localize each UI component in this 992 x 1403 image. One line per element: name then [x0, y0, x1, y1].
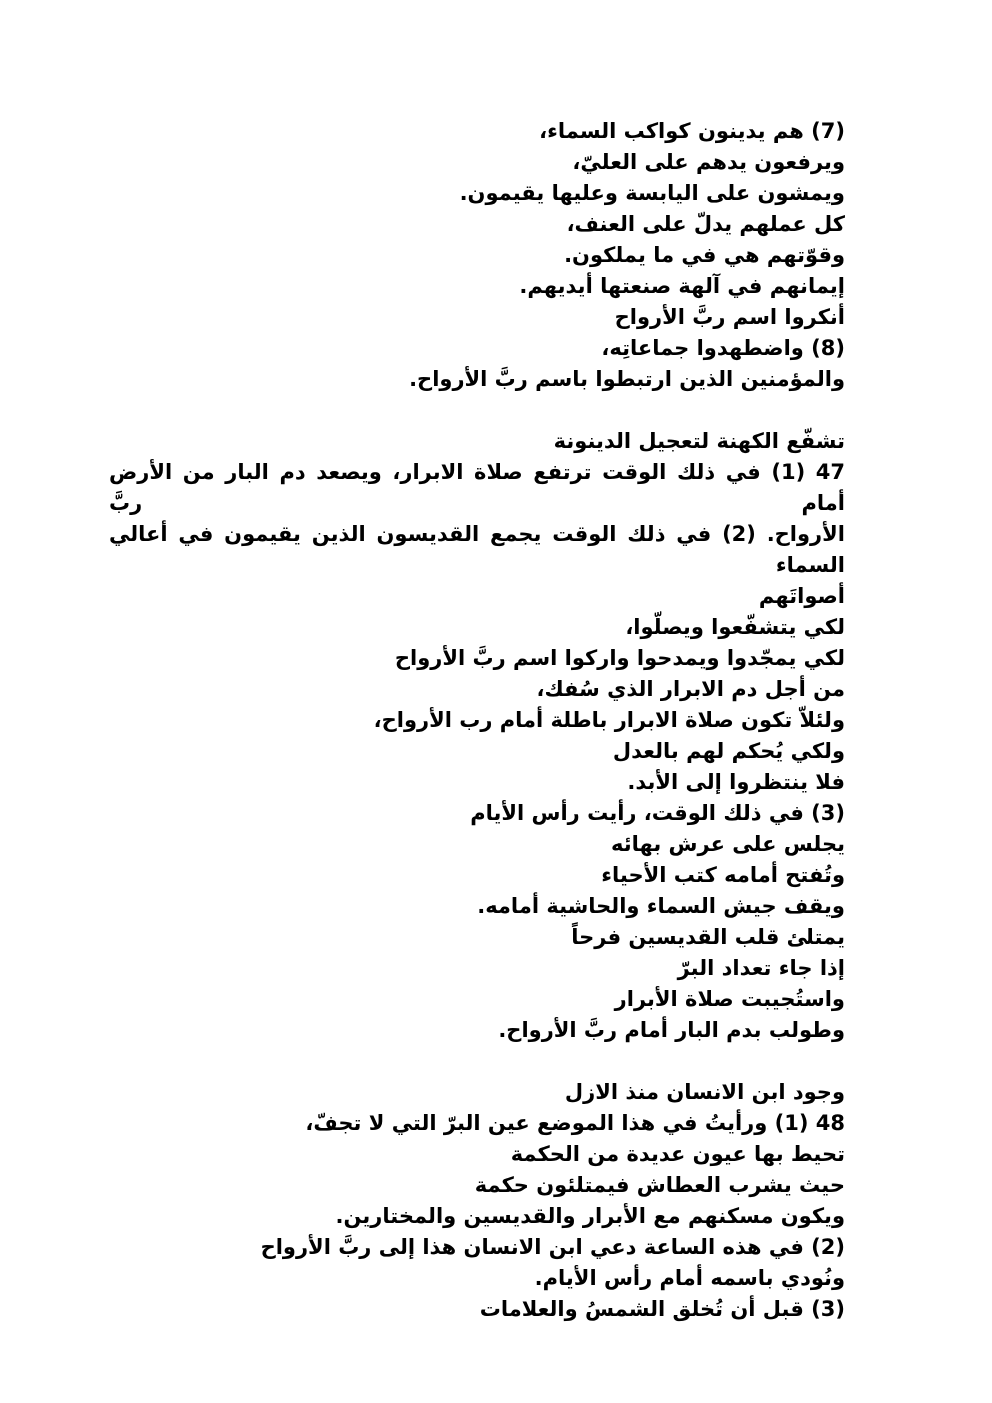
- verse-line: حيث يشرب العطاش فيمتلئون حكمة: [474, 1173, 845, 1197]
- verse-line: ويرفعون يدهم على العليّ،: [572, 150, 845, 174]
- verse-line: (3) في ذلك الوقت، رأيت رأس الأيام: [470, 801, 845, 825]
- section-chapter-48: [109, 1077, 845, 1325]
- verse-line: ويقف جيش السماء والحاشية أمامه.: [477, 894, 845, 918]
- verse-line: (7) هم يدينون كواكب السماء،: [539, 119, 845, 143]
- verse-line: ويكون مسكنهم مع الأبرار والقديسين والمختارين.: [335, 1204, 845, 1228]
- verse-line: فلا ينتظروا إلى الأبد.: [627, 770, 845, 794]
- verse-line: من أجل دم الابرار الذي سُفك،: [536, 677, 845, 701]
- verse-line: وتُفتح أمامه كتب الأحياء: [601, 863, 845, 887]
- section-chapter-47: [109, 426, 845, 1046]
- verse-line: يمتلئ قلب القديسين فرحاً: [571, 925, 845, 949]
- verse-line: (2) في هذه الساعة دعي ابن الانسان هذا إلى ربَّ الأرواح: [260, 1235, 845, 1259]
- verse-line: لكي يمجّدوا ويمدحوا واركوا اسم ربَّ الأرواح: [394, 646, 845, 670]
- section-chapter-46: [109, 116, 845, 395]
- verse-line: يجلس على عرش بهائه: [610, 832, 845, 856]
- section-heading: تشفّع الكهنة لتعجيل الدينونة: [553, 429, 845, 453]
- verse-line: ولئلاّ تكون صلاة الابرار باطلة أمام رب الأرواح،: [373, 708, 845, 732]
- section-heading: وجود ابن الانسان منذ الازل: [564, 1080, 845, 1104]
- verse-line: (3) قبل أن تُخلق الشمسُ والعلامات: [479, 1297, 845, 1321]
- verse-line: إذا جاء تعداد البرّ: [677, 956, 845, 980]
- verse-line: ونُودي باسمه أمام رأس الأيام.: [534, 1266, 845, 1290]
- text-content: [109, 116, 845, 1325]
- justified-paragraph-line: الأرواح. (2) في ذلك الوقت يجمع القديسون الذين يقيمون في أعالي السماء: [109, 522, 845, 577]
- verse-line: (8) واضطهدوا جماعاتِه،: [601, 336, 845, 360]
- verse-line: أصواتَهم: [758, 584, 845, 608]
- verse-line: واستُجيبت صلاة الأبرار: [614, 987, 845, 1011]
- verse-line: والمؤمنين الذين ارتبطوا باسم ربَّ الأرواح.: [409, 367, 845, 391]
- verse-line: ويمشون على اليابسة وعليها يقيمون.: [459, 181, 845, 205]
- verse-line: أنكروا اسم ربَّ الأرواح: [614, 305, 845, 329]
- verse-line: ولكي يُحكم لهم بالعدل: [612, 739, 845, 763]
- verse-line: وقوّتهم هي في ما يملكون.: [564, 243, 845, 267]
- justified-paragraph-line: 47 (1) في ذلك الوقت ترتفع صلاة الابرار، ويصعد دم البار من الأرض أمام ربَّ: [109, 460, 845, 515]
- verse-line: وطولب بدم البار أمام ربَّ الأرواح.: [498, 1018, 845, 1042]
- verse-line: كل عملهم يدلّ على العنف،: [566, 212, 845, 236]
- verse-line: 48 (1) ورأيتُ في هذا الموضع عين البرّ التي لا تجفّ،: [305, 1111, 845, 1135]
- verse-line: إيمانهم في آلهة صنعتها أيديهم.: [519, 274, 845, 298]
- verse-line: لكي يتشفّعوا ويصلّوا،: [625, 615, 845, 639]
- verse-line: تحيط بها عيون عديدة من الحكمة: [510, 1142, 845, 1166]
